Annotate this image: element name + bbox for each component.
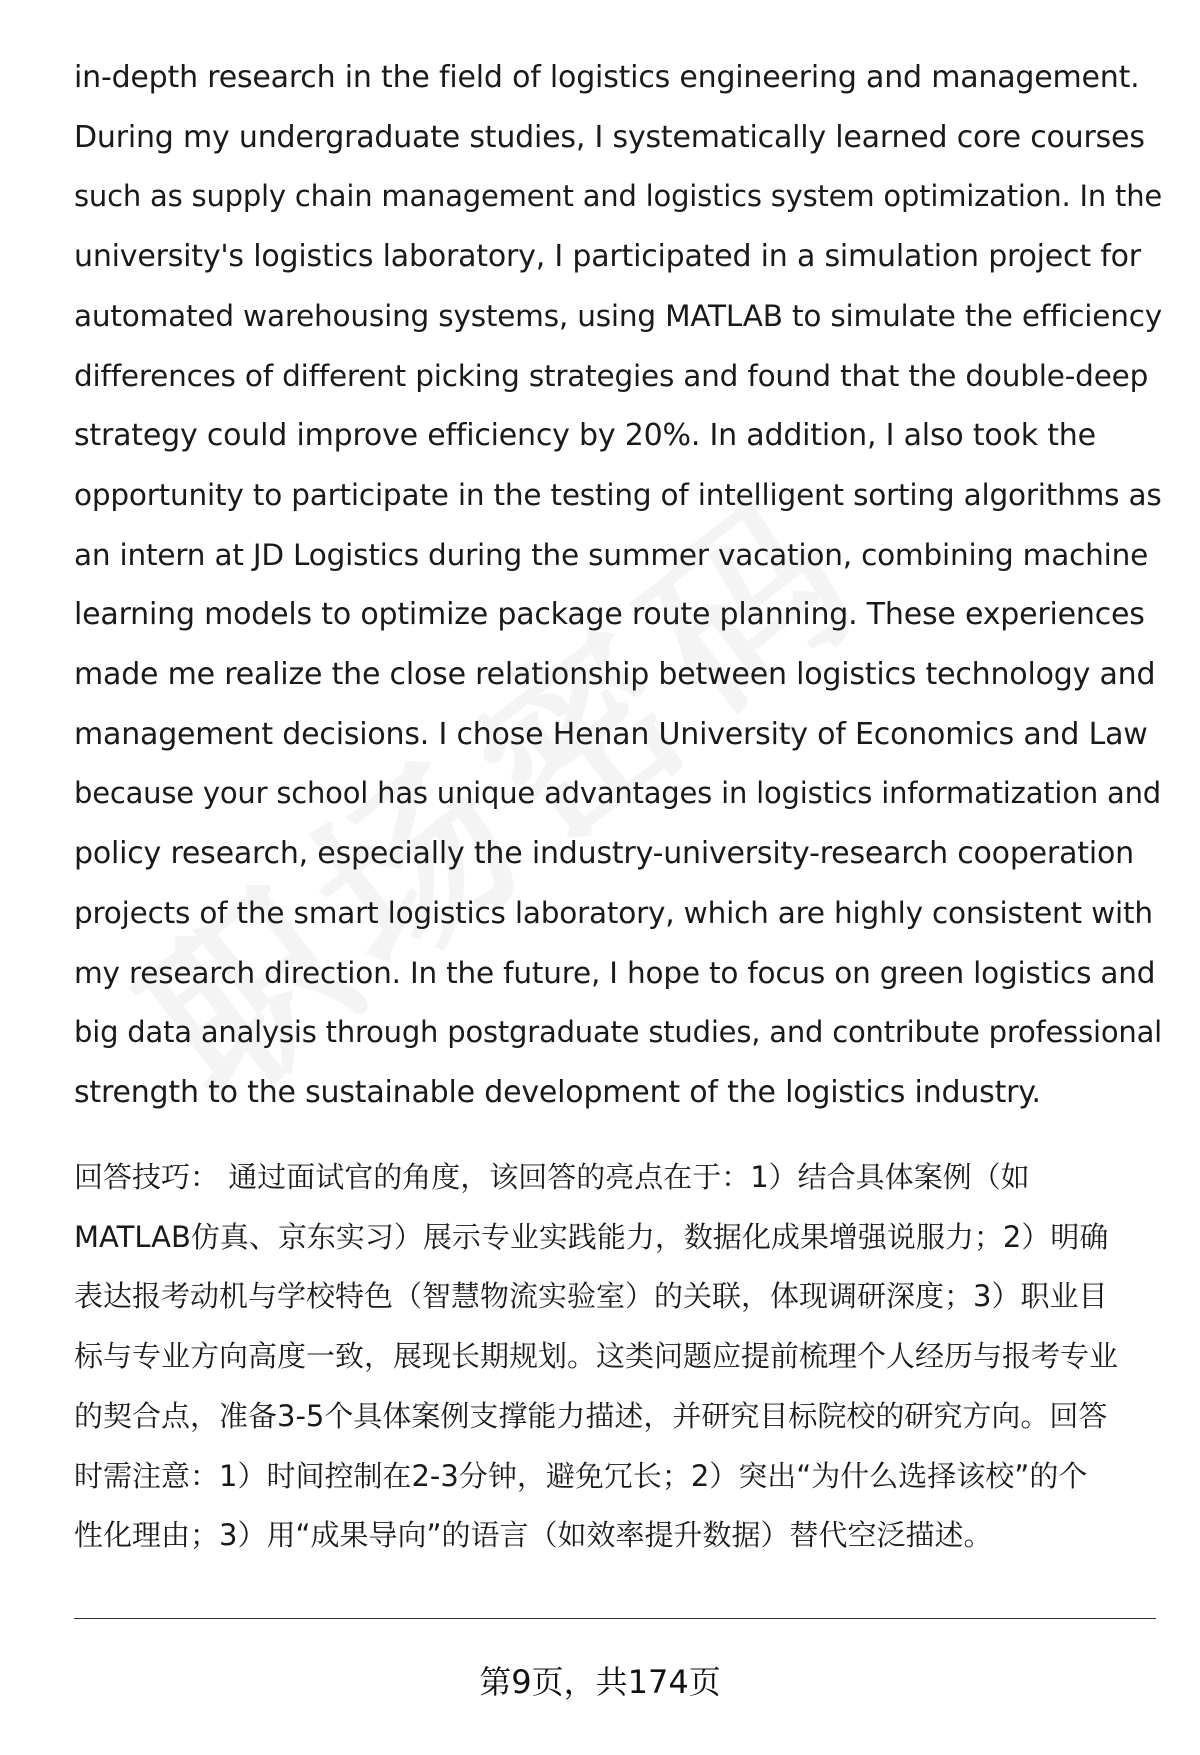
page-number: 第9页，共174页 [479, 1663, 721, 1701]
tips-line: 时需注意：1）时间控制在2-3分钟，避免冗长；2）突出“为什么选择该校”的个 [74, 1458, 1088, 1493]
paragraph-line: big data analysis through postgraduate studies, and contribute professional [74, 1015, 1162, 1050]
tips-line: 回答技巧： 通过面试官的角度，该回答的亮点在于：1）结合具体案例（如 [74, 1160, 1030, 1194]
tips-line: 的契合点，准备3-5个具体案例支撑能力描述，并研究目标院校的研究方向。回答 [74, 1398, 1108, 1433]
paragraph-line: in-depth research in the field of logistics engineering and management. [74, 60, 1140, 95]
tips-line: MATLAB仿真、京东实习）展示专业实践能力，数据化成果增强说服力；2）明确 [74, 1219, 1109, 1254]
paragraph-line: strategy could improve efficiency by 20%. In addition, I also took the [74, 418, 1096, 454]
paragraph-line: my research direction. In the future, I hope to focus on green logistics and [74, 955, 1156, 990]
answer-paragraph [74, 48, 1164, 1123]
paragraph-line: management decisions. I chose Henan University of Economics and Law [74, 716, 1148, 752]
paragraph-line: projects of the smart logistics laboratory, which are highly consistent with [74, 895, 1153, 930]
answer-tips-paragraph [74, 1148, 1164, 1566]
footer-divider [74, 1618, 1156, 1619]
paragraph-line: because your school has unique advantages in logistics informatization and [74, 776, 1161, 811]
paragraph-line: During my undergraduate studies, I systematically learned core courses [74, 119, 1145, 155]
paragraph-line: opportunity to participate in the testing of intelligent sorting algorithms as [74, 477, 1162, 512]
tips-line: 标与专业方向高度一致，展现长期规划。这类问题应提前梳理个人经历与报考专业 [74, 1339, 1119, 1374]
paragraph-line: such as supply chain management and logistics system optimization. In the [74, 179, 1163, 214]
paragraph-line: policy research, especially the industry-university-research cooperation [74, 836, 1134, 872]
paragraph-line: made me realize the close relationship between logistics technology and [74, 657, 1156, 693]
paragraph-line: university's logistics laboratory, I participated in a simulation project for [74, 239, 1141, 275]
tips-line: 性化理由；3）用“成果导向”的语言（如效率提升数据）替代空泛描述。 [74, 1518, 993, 1553]
paragraph-line: strength to the sustainable development of the logistics industry. [74, 1074, 1041, 1110]
tips-line: 表达报考动机与学校特色（智慧物流实验室）的关联，体现调研深度；3）职业目 [74, 1279, 1108, 1314]
paragraph-line: learning models to optimize package route planning. These experiences [74, 597, 1145, 633]
paragraph-line: an intern at JD Logistics during the summer vacation, combining machine [74, 537, 1149, 572]
paragraph-line: differences of different picking strategies and found that the double-deep [74, 358, 1149, 393]
paragraph-line: automated warehousing systems, using MATLAB to simulate the efficiency [74, 298, 1162, 333]
